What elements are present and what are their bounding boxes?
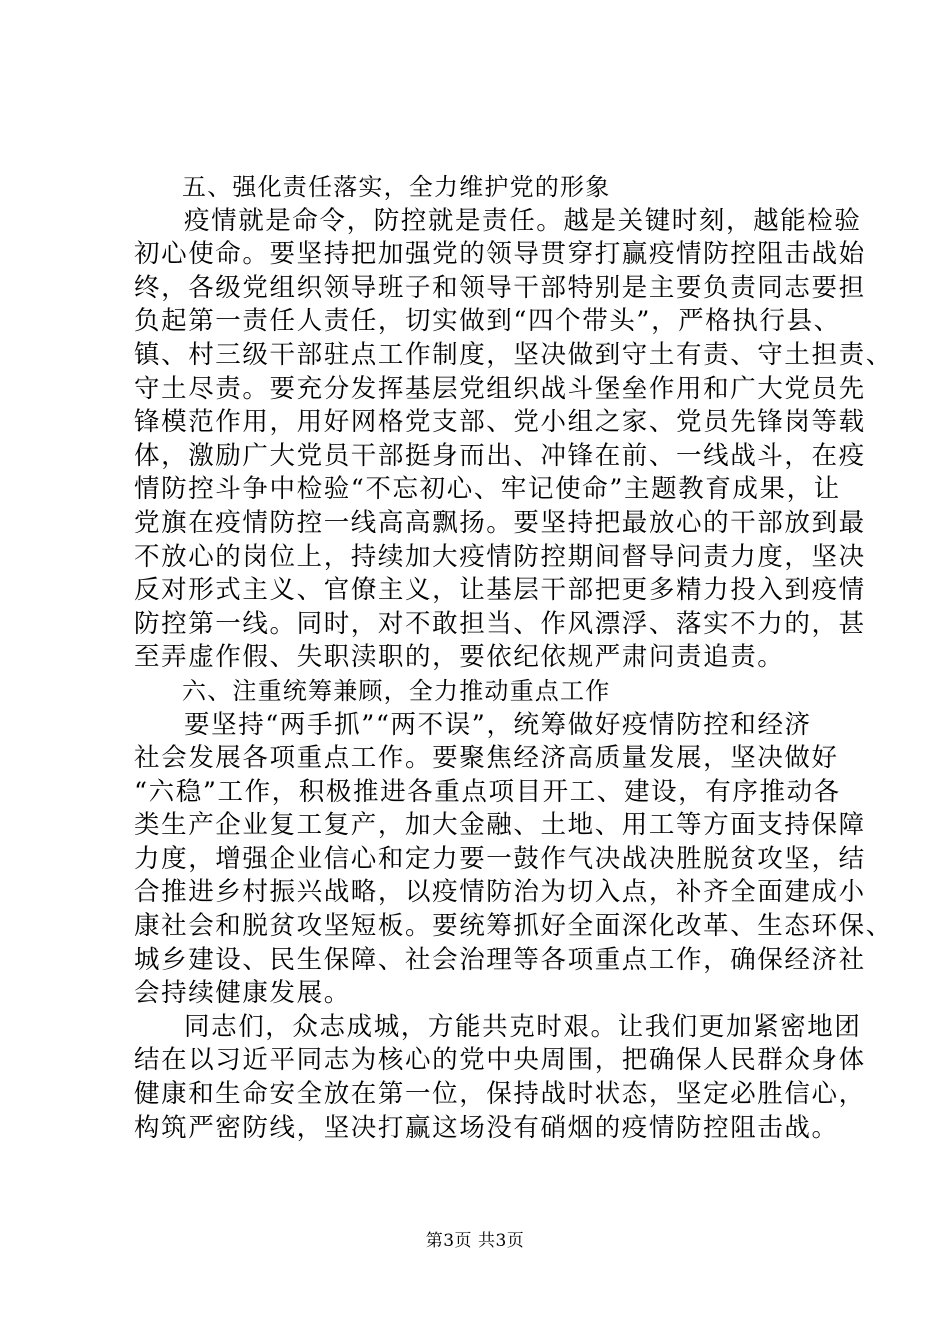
paragraph-line: 会持续健康发展。: [134, 978, 351, 1009]
paragraph-line: 同志们，众志成城，方能共克时艰。让我们更加紧密地团: [184, 1011, 862, 1042]
paragraph-line: 镇、村三级干部驻点工作制度，坚决做到守土有责、守土担责、: [134, 339, 893, 370]
paragraph-line: 党旗在疫情防控一线高高飘扬。要坚持把最放心的干部放到最: [134, 507, 866, 538]
section-heading-5: 五、强化责任落实，全力维护党的形象: [182, 173, 611, 201]
paragraph-line: 锋模范作用，用好网格党支部、党小组之家、党员先锋岗等载: [134, 407, 866, 438]
paragraph-line: 康社会和脱贫攻坚短板。要统筹抓好全面深化改革、生态环保、: [134, 911, 893, 942]
paragraph-line: 初心使命。要坚持把加强党的领导贯穿打赢疫情防控阻击战始: [134, 239, 866, 270]
paragraph-line: 情防控斗争中检验“不忘初心、牢记使命”主题教育成果，让: [134, 474, 841, 505]
paragraph-line: 健康和生命安全放在第一位，保持战时状态，坚定必胜信心，: [134, 1079, 866, 1110]
paragraph-line: 终，各级党组织领导班子和领导干部特别是主要负责同志要担: [134, 272, 866, 303]
paragraph-line: 负起第一责任人责任，切实做到“四个带头”，严格执行县、: [134, 306, 841, 337]
paragraph-line: 力度，增强企业信心和定力要一鼓作气决战决胜脱贫攻坚，结: [134, 843, 866, 874]
paragraph-line: 疫情就是命令，防控就是责任。越是关键时刻，越能检验: [184, 205, 862, 236]
paragraph-line: 要坚持“两手抓”“两不误”，统筹做好疫情防控和经济: [184, 709, 812, 740]
page-footer: 第3页 共3页: [425, 1231, 525, 1251]
paragraph-line: “六稳”工作，积极推进各重点项目开工、建设，有序推动各: [134, 776, 841, 807]
paragraph-line: 类生产企业复工复产，加大金融、土地、用工等方面支持保障: [134, 810, 866, 841]
paragraph-line: 结在以习近平同志为核心的党中央周围，把确保人民群众身体: [134, 1045, 866, 1076]
document-body: [134, 171, 893, 1145]
paragraph-line: 体，激励广大党员干部挺身而出、冲锋在前、一线战斗，在疫: [134, 440, 866, 471]
paragraph-line: 合推进乡村振兴战略，以疫情防治为切入点，补齐全面建成小: [134, 877, 866, 908]
paragraph-line: 防控第一线。同时，对不敢担当、作风漂浮、落实不力的，甚: [134, 608, 866, 639]
paragraph-line: 守土尽责。要充分发挥基层党组织战斗堡垒作用和广大党员先: [134, 373, 866, 404]
paragraph-line: 至弄虚作假、失职渎职的，要依纪依规严肃问责追责。: [134, 642, 785, 673]
paragraph-line: 社会发展各项重点工作。要聚焦经济高质量发展，坚决做好: [134, 743, 839, 774]
section-heading-6: 六、注重统筹兼顾，全力推动重点工作: [182, 676, 611, 705]
paragraph-line: 反对形式主义、官僚主义，让基层干部把更多精力投入到疫情: [134, 575, 866, 606]
paragraph-line: 城乡建设、民生保障、社会治理等各项重点工作，确保经济社: [134, 944, 866, 975]
paragraph-line: 不放心的岗位上，持续加大疫情防控期间督导问责力度，坚决: [134, 541, 866, 572]
paragraph-line: 构筑严密防线，坚决打赢这场没有硝烟的疫情防控阻击战。: [134, 1112, 839, 1143]
